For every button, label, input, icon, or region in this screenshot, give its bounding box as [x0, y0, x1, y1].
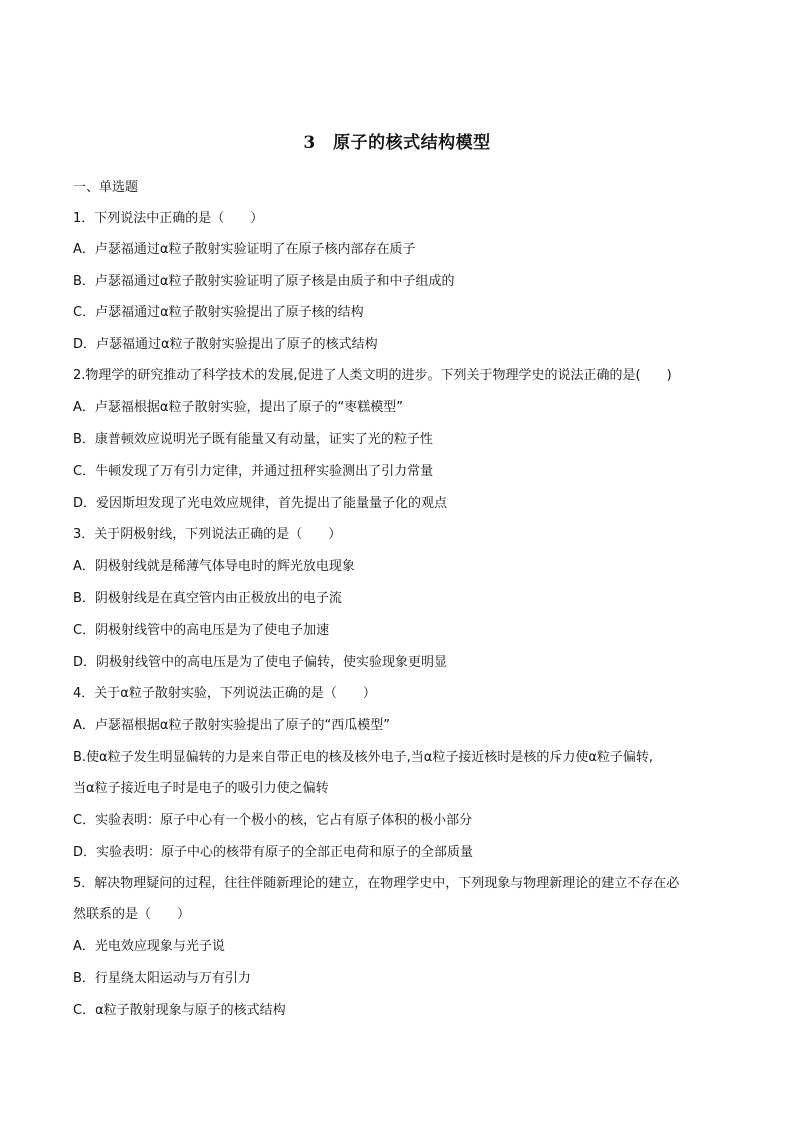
question-4-option-b-continued: 当α粒子接近电子时是电子的吸引力使之偏转 [73, 781, 329, 796]
question-4-option-b: B.使α粒子发生明显偏转的力是来自带正电的核及核外电子,当α粒子接近核时是核的斥力使α粒子偏转, [73, 750, 654, 765]
question-3-option-d: D．阴极射线管中的高电压是为了使电子偏转，使实验现象更明显 [73, 655, 448, 670]
question-2-option-b: B．康普顿效应说明光子既有能量又有动量，证实了光的粒子性 [73, 432, 433, 447]
question-1-option-a: A．卢瑟福通过α粒子散射实验证明了在原子核内部存在质子 [73, 242, 416, 257]
question-1-stem: 1．下列说法中正确的是（ ） [73, 211, 264, 226]
question-5-stem-continued: 然联系的是（ ） [73, 907, 191, 922]
question-4-stem: 4．关于α粒子散射实验，下列说法正确的是（ ） [73, 686, 376, 701]
question-1-option-d: D．卢瑟福通过α粒子散射实验提出了原子的核式结构 [73, 337, 378, 352]
question-4-option-d: D．实验表明：原子中心的核带有原子的全部正电荷和原子的全部质量 [73, 845, 474, 860]
section-heading: 一、单选题 [73, 180, 139, 195]
question-4-option-a: A．卢瑟福根据α粒子散射实验提出了原子的“西瓜模型” [73, 718, 390, 733]
question-5-option-c: C．α粒子散射现象与原子的核式结构 [73, 1003, 286, 1018]
question-3-option-a: A．阴极射线就是稀薄气体导电时的辉光放电现象 [73, 559, 355, 574]
question-5-stem: 5．解决物理疑问的过程，往往伴随新理论的建立，在物理学史中，下列现象与物理新理论的建立不存在必 [73, 876, 680, 891]
document-title: 3 原子的核式结构模型 [303, 133, 491, 153]
question-3-stem: 3．关于阴极射线，下列说法正确的是（ ） [73, 527, 342, 542]
question-1-option-c: C．卢瑟福通过α粒子散射实验提出了原子核的结构 [73, 305, 364, 320]
question-4-option-c: C．实验表明：原子中心有一个极小的核，它占有原子体积的极小部分 [73, 813, 473, 828]
question-3-option-b: B．阴极射线是在真空管内由正极放出的电子流 [73, 591, 342, 606]
question-2-option-a: A．卢瑟福根据α粒子散射实验，提出了原子的“枣糕模型” [73, 400, 403, 415]
question-1-option-b: B．卢瑟福通过α粒子散射实验证明了原子核是由质子和中子组成的 [73, 274, 455, 289]
question-5-option-a: A．光电效应现象与光子说 [73, 939, 225, 954]
question-5-option-b: B．行星绕太阳运动与万有引力 [73, 971, 251, 986]
question-3-option-c: C．阴极射线管中的高电压是为了使电子加速 [73, 623, 330, 638]
question-2-stem: 2.物理学的研究推动了科学技术的发展,促进了人类文明的进步。下列关于物理学史的说法正确的是( ) [73, 368, 672, 383]
question-2-option-c: C．牛顿发现了万有引力定律，并通过扭秤实验测出了引力常量 [73, 464, 434, 479]
question-2-option-d: D．爱因斯坦发现了光电效应规律，首先提出了能量量子化的观点 [73, 496, 448, 511]
